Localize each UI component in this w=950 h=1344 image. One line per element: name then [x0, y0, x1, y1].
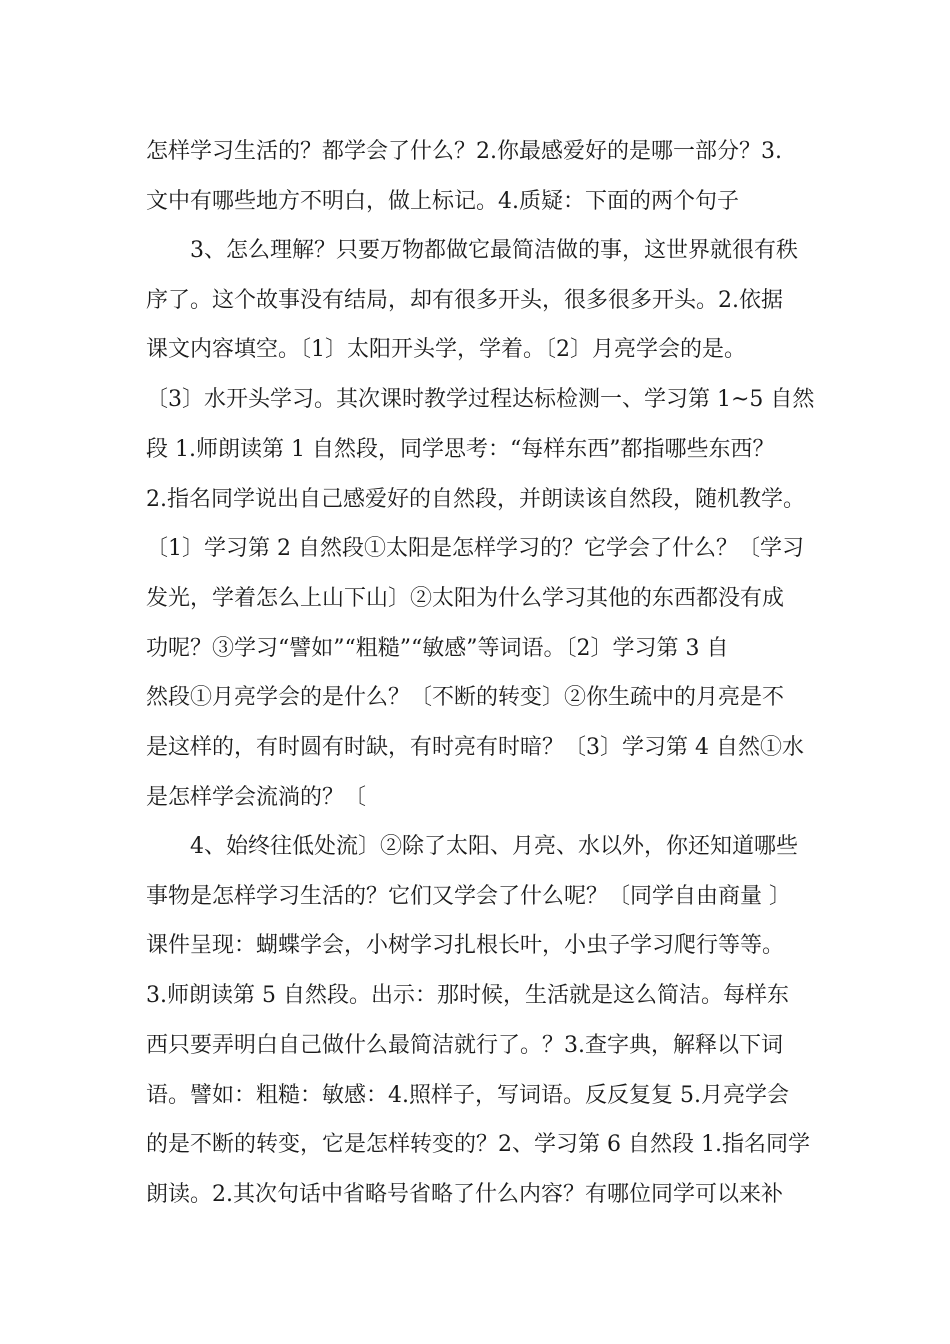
text-line: 事物是怎样学习生活的？它们又学会了什么呢？〔同学自由商量 〕	[146, 883, 791, 909]
text-line: 3、怎么理解？只要万物都做它最简洁做的事，这世界就很有秩	[190, 238, 798, 263]
text-line: 〔1〕学习第 2 自然段①太阳是怎样学习的？它学会了什么？〔学习	[146, 536, 804, 562]
text-line: 然段①月亮学会的是什么？〔不断的转变〕②你生疏中的月亮是不	[146, 685, 785, 711]
text-line: 语。譬如：粗糙：敏感：4.照样子，写词语。反反复复 5.月亮学会	[146, 1082, 789, 1108]
text-line: 朗读。2.其次句话中省略号省略了什么内容？有哪位同学可以来补	[146, 1181, 783, 1207]
text-line: 文中有哪些地方不明白，做上标记。4.质疑：下面的两个句子	[146, 188, 739, 214]
text-line: 是怎样学会流淌的？〔	[146, 784, 367, 810]
text-line: 课件呈现：蝴蝶学会，小树学习扎根长叶，小虫子学习爬行等等。	[146, 933, 785, 959]
text-line: 发光，学着怎么上山下山〕②太阳为什么学习其他的东西都没有成	[146, 585, 785, 611]
text-line: 课文内容填空。〔1〕太阳开头学，学着。〔2〕月亮学会的是。	[146, 337, 746, 363]
text-line: 功呢？③学习“譬如”“粗糙”“敏感”等词语。〔2〕学习第 3 自	[146, 635, 729, 661]
text-line: 〔3〕水开头学习。其次课时教学过程达标检测一、学习第 1~5 自然	[146, 387, 815, 413]
paragraph-3	[146, 822, 826, 1220]
text-line: 4、始终往低处流〕②除了太阳、月亮、水以外，你还知道哪些	[190, 834, 798, 859]
paragraph-1	[146, 127, 826, 226]
text-line: 的是不断的转变，它是怎样转变的？2、学习第 6 自然段 1.指名同学	[146, 1132, 810, 1158]
text-line: 2.指名同学说出自己感爱好的自然段，并朗读该自然段，随机教学。	[146, 486, 805, 512]
text-line: 3.师朗读第 5 自然段。出示：那时候，生活就是这么简洁。每样东	[146, 983, 789, 1009]
text-line: 序了。这个故事没有结局，却有很多开头，很多很多开头。2.依据	[146, 287, 783, 313]
text-line: 西只要弄明白自己做什么最简洁就行了。？3.查字典，解释以下词	[146, 1032, 783, 1058]
text-line: 怎样学习生活的？都学会了什么？2.你最感爱好的是哪一部分？3.	[146, 139, 782, 164]
text-line: 是这样的，有时圆有时缺，有时亮有时暗？〔3〕学习第 4 自然①水	[146, 735, 804, 761]
paragraph-2	[146, 226, 826, 822]
text-line: 段 1.师朗读第 1 自然段，同学思考：“每样东西”都指哪些东西？	[146, 436, 775, 462]
